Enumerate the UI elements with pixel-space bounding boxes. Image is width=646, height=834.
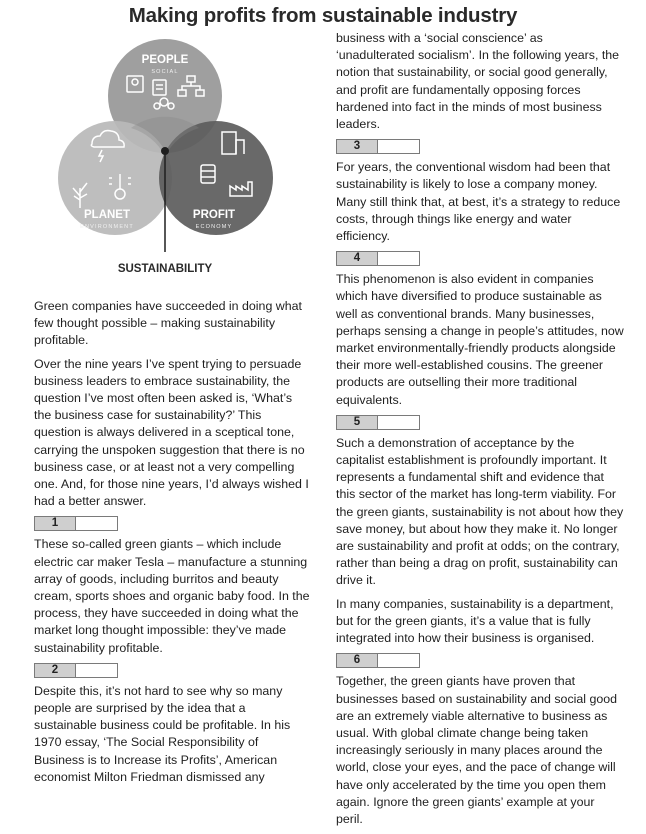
gap-3-answer-box[interactable]	[336, 139, 420, 154]
paragraph: business with a ‘social conscience’ as ‘unadulterated socialism’. In the following years, the notion that sustainability, or social good generally, and profit are fundamentally opposing forces hardened into fact in the minds of most business leaders.	[336, 31, 620, 132]
planet-label: PLANET	[84, 209, 130, 221]
paragraph: In many companies, sustainability is a department, but for the green giants, it’s a value that is fully integrated into how their business is organised.	[336, 596, 614, 646]
planet-sublabel: ENVIRONMENT	[80, 224, 134, 230]
profit-sublabel: ECONOMY	[195, 224, 233, 230]
sustainability-venn-diagram	[56, 28, 284, 278]
gap-number: 6	[336, 653, 378, 668]
gap-blank[interactable]	[378, 653, 420, 668]
paragraph: Green companies have succeeded in doing what few thought possible – making sustainability profitable.	[34, 299, 302, 348]
paragraph: Together, the green giants have proven that businesses based on sustainability and social good are an extremely viable alternative to business as usual. With global climate change being taken increasingly seriously in many places around the world, close your eyes, and the pace of change will have only accelerated by the time you open them again. Ignore the green giants’ example at your peril.	[336, 674, 618, 826]
people-label: PEOPLE	[141, 54, 189, 66]
gap-1-answer-box[interactable]	[34, 516, 118, 531]
paragraph: Over the nine years I’ve spent trying to persuade business leaders to embrace sustainability, the question I’ve most often been asked is, ‘What’s the business case for sustainability?’ This question is always delivered in a sceptical tone, carrying the unspoken suggestion that there is no business case, or at least not a very compelling one. And, for those nine years, I’d always wished I had a better answer.	[34, 356, 309, 509]
page-title: Making profits from sustainable industry	[128, 4, 518, 27]
gap-number: 5	[336, 415, 378, 430]
gap-blank[interactable]	[76, 663, 118, 678]
gap-blank[interactable]	[378, 415, 420, 430]
profit-label: PROFIT	[192, 209, 236, 221]
gap-blank[interactable]	[378, 251, 420, 266]
gap-number: 1	[34, 516, 76, 531]
paragraph: These so-called green giants – which include electric car maker Tesla – manufacture a stunning array of goods, including burritos and beauty cream, sports shoes and organic baby food. In the process, they have succeeded in doing what the market long thought impossible: they’ve made sustainability profitable.	[34, 537, 310, 655]
gap-2-answer-box[interactable]	[34, 663, 118, 678]
left-column	[34, 298, 310, 792]
gap-4-answer-box[interactable]	[336, 251, 420, 266]
gap-number: 2	[34, 663, 76, 678]
gap-blank[interactable]	[76, 516, 118, 531]
gap-5-answer-box[interactable]	[336, 415, 420, 430]
gap-6-answer-box[interactable]	[336, 653, 420, 668]
sustainability-label: SUSTAINABILITY	[117, 263, 213, 275]
right-column	[336, 30, 624, 834]
gap-blank[interactable]	[378, 139, 420, 154]
paragraph: Despite this, it’s not hard to see why so many people are surprised by the idea that a sustainable business could be profitable. In his 1970 essay, ‘The Social Responsibility of Business is to Increase its Profits’, American economist Milton Friedman dismissed any	[34, 683, 291, 784]
paragraph: Such a demonstration of acceptance by the capitalist establishment is profoundly important. It represents a fundamental shift and evidence that this sector of the market has long-term viability. For the green giants, sustainability is not about how they save money, but about how they make it. No longer are sustainability and profit at odds; on the contrary, rather than being a drag on profit, sustainability can drive it.	[336, 435, 624, 588]
gap-number: 4	[336, 251, 378, 266]
people-sublabel: SOCIAL	[151, 69, 179, 75]
paragraph: This phenomenon is also evident in companies which have diversified to produce sustainable as well as conventional brands. Many businesses, perhaps sensing a change in people’s attitudes, now market environmentally-friendly products alongside their more well-established cousins. The greener products are outselling their more traditional equivalents.	[336, 272, 624, 407]
gap-number: 3	[336, 139, 378, 154]
paragraph: For years, the conventional wisdom had been that sustainability is likely to lose a company money. Many still think that, at best, it’s a strategy to reduce costs, through things like energy and water efficiency.	[336, 160, 621, 244]
